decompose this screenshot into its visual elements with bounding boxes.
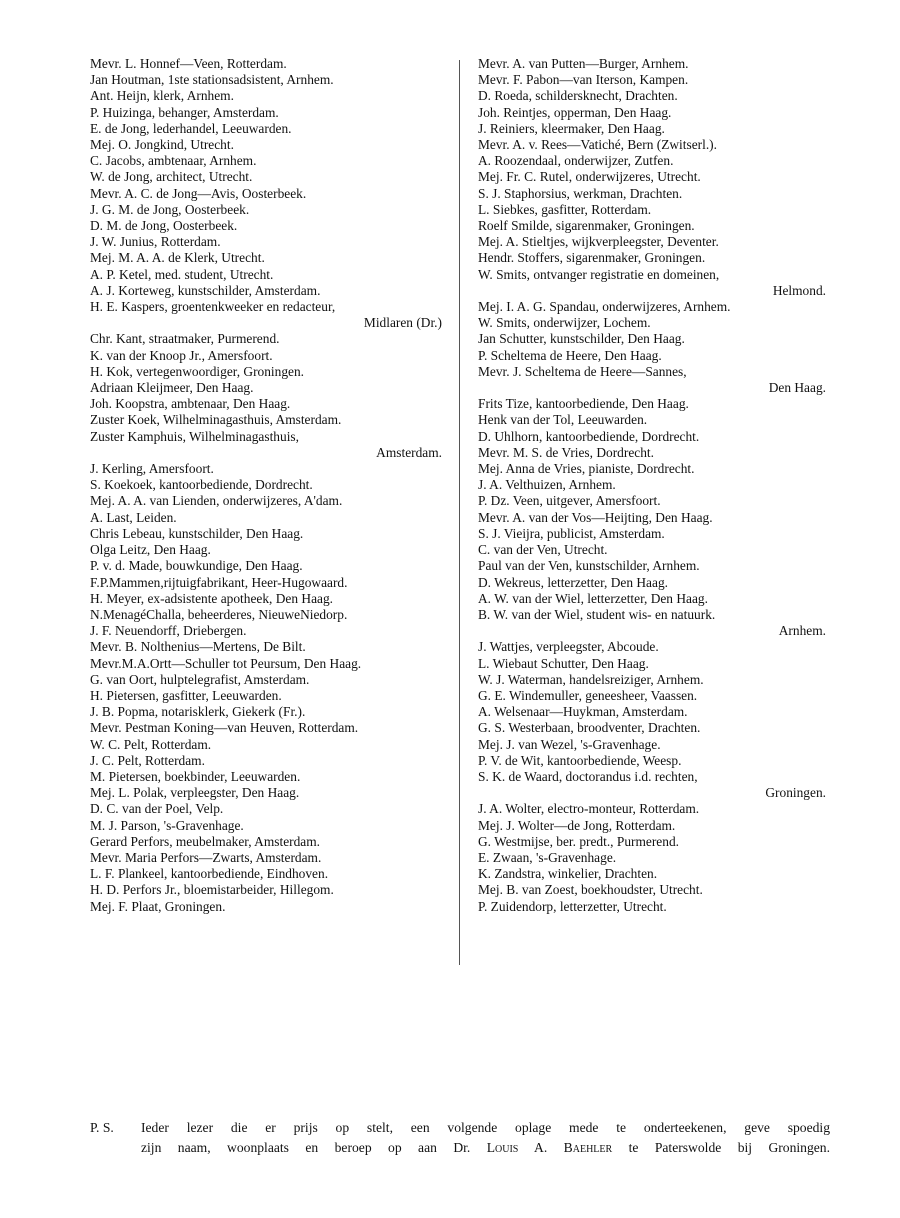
signatory-text: W. Smits, onderwijzer, Lochem. [478, 315, 651, 331]
signatory-entry [478, 558, 826, 574]
signatory-text: Chr. Kant, straatmaker, Purmerend. [90, 331, 280, 347]
postscript-line-1: Ieder lezer die er prijs op stelt, een volgende oplage mede te onderteekenen, geve spoedig [141, 1120, 830, 1135]
signatory-text: B. W. van der Wiel, student wis- en natuurk. [478, 606, 716, 622]
signatory-text: C. van der Ven, Utrecht. [478, 542, 608, 558]
signatory-entry [90, 510, 442, 526]
signatory-text: P. Scheltema de Heere, Den Haag. [478, 347, 662, 363]
signatory-text: Mej. Fr. C. Rutel, onderwijzeres, Utrecht. [478, 169, 701, 185]
signatory-entry [90, 639, 442, 655]
signatory-text: S. J. Vieijra, publicist, Amsterdam. [478, 525, 665, 541]
signatory-entry [478, 575, 826, 591]
signatory-text: G. Westmijse, ber. predt., Purmerend. [478, 833, 679, 849]
signatory-text: J. F. Neuendorff, Driebergen. [90, 623, 247, 639]
signatory-text: Mej. A. Stieltjes, wijkverpleegster, Deventer. [478, 234, 719, 250]
signatory-text: Mej. J. Wolter—de Jong, Rotterdam. [478, 817, 676, 833]
signatory-continuation: Groningen. [765, 785, 826, 801]
signatory-text: Adriaan Kleijmeer, Den Haag. [90, 380, 254, 396]
signatory-entry [478, 656, 826, 672]
signatory-text: D. Wekreus, letterzetter, Den Haag. [478, 574, 668, 590]
signatory-entry [478, 769, 826, 801]
signatory-entry [478, 510, 826, 526]
signatory-entry [90, 882, 442, 898]
signatory-text: D. Roeda, schildersknecht, Drachten. [478, 88, 678, 104]
signatory-entry [478, 72, 826, 88]
signatory-text: L. Wiebaut Schutter, Den Haag. [478, 655, 649, 671]
signatory-entry [90, 88, 442, 104]
signatory-entry [90, 575, 442, 591]
signatory-entry [90, 396, 442, 412]
signatory-text: H. Meyer, ex-adsistente apotheek, Den Haag. [90, 590, 334, 606]
signatory-entry [90, 753, 442, 769]
signatory-text: P. Dz. Veen, uitgever, Amersfoort. [478, 493, 661, 509]
signatory-entry [478, 429, 826, 445]
signatory-text: Gerard Perfors, meubelmaker, Amsterdam. [90, 833, 321, 849]
signatory-entry [478, 899, 826, 915]
signatory-text: Jan Schutter, kunstschilder, Den Haag. [478, 331, 685, 347]
signatory-text: J. C. Pelt, Rotterdam. [90, 752, 205, 768]
signatory-entry [478, 720, 826, 736]
postscript-text [141, 1118, 830, 1158]
signatory-entry [478, 412, 826, 428]
postscript-line-2 [141, 1138, 830, 1158]
signatory-entry [478, 364, 826, 396]
signatory-text: Mej. L. Polak, verpleegster, Den Haag. [90, 785, 300, 801]
signatory-text: Henk van der Tol, Leeuwarden. [478, 412, 648, 428]
signatory-text: Zuster Koek, Wilhelminagasthuis, Amsterdam. [90, 412, 342, 428]
signatory-text: K. van der Knoop Jr., Amersfoort. [90, 347, 273, 363]
signatory-text: Olga Leitz, Den Haag. [90, 542, 211, 558]
signatory-entry [90, 412, 442, 428]
signatory-text: Roelf Smilde, sigarenmaker, Groningen. [478, 218, 695, 234]
signatory-entry [90, 801, 442, 817]
signatory-entry [90, 834, 442, 850]
signatory-entry [478, 169, 826, 185]
signatory-entry [478, 866, 826, 882]
signatory-entry [90, 380, 442, 396]
signatory-text: P. V. de Wit, kantoorbediende, Weesp. [478, 752, 682, 768]
signatory-entry [90, 866, 442, 882]
signatory-text: Chris Lebeau, kunstschilder, Den Haag. [90, 525, 304, 541]
signatory-entry [478, 218, 826, 234]
signatory-entry [478, 461, 826, 477]
signatory-entry [478, 850, 826, 866]
signatory-entry [478, 267, 826, 299]
signatory-text: W. J. Waterman, handelsreiziger, Arnhem. [478, 671, 704, 687]
signatory-entry [90, 461, 442, 477]
signatory-entry [90, 899, 442, 915]
signatory-text: Mevr.M.A.Ortt—Schuller tot Peursum, Den Haag. [90, 655, 362, 671]
signatory-entry [90, 818, 442, 834]
signatory-text: Frits Tize, kantoorbediende, Den Haag. [478, 396, 689, 412]
signatory-entry [90, 526, 442, 542]
signatory-entry [478, 56, 826, 72]
signatory-text: H. Pietersen, gasfitter, Leeuwarden. [90, 687, 282, 703]
signatory-entry [90, 429, 442, 461]
signatory-entry [90, 72, 442, 88]
signatory-continuation: Arnhem. [778, 623, 826, 639]
signatory-entry [478, 153, 826, 169]
signatory-text: Mevr. Pestman Koning—van Heuven, Rotterdam. [90, 720, 359, 736]
signatory-text: J. A. Velthuizen, Arnhem. [478, 477, 616, 493]
signatory-text: J. B. Popma, notarisklerk, Giekerk (Fr.). [90, 704, 306, 720]
signatory-text: W. de Jong, architect, Utrecht. [90, 169, 253, 185]
signatory-entry [478, 202, 826, 218]
signatory-text: E. Zwaan, 's-Gravenhage. [478, 849, 617, 865]
signatory-entry [90, 202, 442, 218]
signatory-entry [90, 542, 442, 558]
signatory-text: P. v. d. Made, bouwkundige, Den Haag. [90, 558, 303, 574]
signatory-text: Paul van der Ven, kunstschilder, Arnhem. [478, 558, 700, 574]
signatory-text: G. S. Westerbaan, broodventer, Drachten. [478, 720, 701, 736]
signatories-right-column [478, 56, 826, 915]
signatory-entry [478, 396, 826, 412]
signatory-text: N.MenagéChalla, beheerderes, NieuweNiedorp. [90, 606, 348, 622]
signatory-text: Mevr. L. Honnef—Veen, Rotterdam. [90, 56, 287, 71]
signatory-text: D. C. van der Poel, Velp. [90, 801, 224, 817]
signatory-entry [90, 218, 442, 234]
signatory-text: H. E. Kaspers, groentenkweeker en redacteur, [90, 299, 336, 315]
signatory-entry [478, 542, 826, 558]
signatory-entry [90, 785, 442, 801]
signatory-text: Mej. B. van Zoest, boekhoudster, Utrecht. [478, 882, 703, 898]
signatory-entry [478, 315, 826, 331]
signatory-entry [478, 477, 826, 493]
signatory-entry [90, 364, 442, 380]
signatory-entry [478, 348, 826, 364]
postscript-label: P. S. [90, 1120, 114, 1135]
signatory-text: Mevr. F. Pabon—van Iterson, Kampen. [478, 72, 689, 88]
signatory-text: Jan Houtman, 1ste stationsadsistent, Arnhem. [90, 72, 334, 88]
signatory-entry [478, 607, 826, 639]
signatory-entry [478, 186, 826, 202]
signatory-text: A. Welsenaar—Huykman, Amsterdam. [478, 704, 688, 720]
signatory-entry [90, 169, 442, 185]
signatory-text: Joh. Reintjes, opperman, Den Haag. [478, 104, 672, 120]
signatory-text: A. P. Ketel, med. student, Utrecht. [90, 266, 274, 282]
signatory-continuation: Amsterdam. [376, 444, 442, 460]
signatory-text: W. Smits, ontvanger registratie en domeinen, [478, 266, 720, 282]
signatory-text: J. W. Junius, Rotterdam. [90, 234, 221, 250]
signatory-entry [478, 591, 826, 607]
signatory-text: A. Last, Leiden. [90, 509, 177, 525]
signatory-text: A. Roozendaal, onderwijzer, Zutfen. [478, 153, 674, 169]
signatory-text: W. C. Pelt, Rotterdam. [90, 736, 212, 752]
signatory-text: J. A. Wolter, electro-monteur, Rotterdam. [478, 801, 700, 817]
signatory-text: Mevr. A. C. de Jong—Avis, Oosterbeek. [90, 185, 307, 201]
signatory-text: J. Reiniers, kleermaker, Den Haag. [478, 120, 665, 136]
signatory-entry [90, 477, 442, 493]
signatory-text: Mevr. M. S. de Vries, Dordrecht. [478, 444, 654, 460]
signatory-text: S. J. Staphorsius, werkman, Drachten. [478, 185, 683, 201]
signatory-entry [90, 299, 442, 331]
signatory-entry [90, 769, 442, 785]
signatory-entry [90, 672, 442, 688]
signatory-entry [478, 639, 826, 655]
signatory-entry [90, 105, 442, 121]
signatory-entry [90, 607, 442, 623]
signatory-text: A. W. van der Wiel, letterzetter, Den Haag. [478, 590, 708, 606]
signatory-entry [478, 737, 826, 753]
signatory-entry [90, 153, 442, 169]
signatory-entry [478, 704, 826, 720]
signatory-text: Mej. F. Plaat, Groningen. [90, 898, 226, 914]
signatory-entry [90, 850, 442, 866]
signatory-entry [90, 656, 442, 672]
signatories-left-column [90, 56, 442, 915]
signatory-entry [478, 493, 826, 509]
signatory-text: Mej. O. Jongkind, Utrecht. [90, 137, 234, 153]
column-divider [459, 60, 460, 965]
signatory-text: Joh. Koopstra, ambtenaar, Den Haag. [90, 396, 291, 412]
postscript-person-name: Louis A. Baehler [486, 1140, 613, 1155]
signatory-entry [90, 121, 442, 137]
signatory-text: E. de Jong, lederhandel, Leeuwarden. [90, 120, 292, 136]
signatory-text: M. J. Parson, 's-Gravenhage. [90, 817, 244, 833]
signatory-entry [478, 331, 826, 347]
signatory-entry [90, 234, 442, 250]
signatory-entry [90, 267, 442, 283]
signatory-entry [90, 623, 442, 639]
signatory-entry [478, 105, 826, 121]
signatory-entry [478, 526, 826, 542]
signatory-text: K. Zandstra, winkelier, Drachten. [478, 866, 658, 882]
signatory-entry [90, 591, 442, 607]
signatory-entry [478, 121, 826, 137]
signatory-entry [90, 720, 442, 736]
signatory-text: H. D. Perfors Jr., bloemistarbeider, Hillegom. [90, 882, 334, 898]
signatory-entry [478, 801, 826, 817]
signatory-entry [478, 299, 826, 315]
signatory-text: M. Pietersen, boekbinder, Leeuwarden. [90, 768, 301, 784]
signatory-text: C. Jacobs, ambtenaar, Arnhem. [90, 153, 257, 169]
postscript-line-2-start: zijn naam, woonplaats en beroep op aan Dr. [141, 1140, 471, 1155]
signatory-text: Mevr. A. van Putten—Burger, Arnhem. [478, 56, 689, 71]
signatory-text: P. Huizinga, behanger, Amsterdam. [90, 104, 279, 120]
signatory-entry [478, 834, 826, 850]
signatory-entry [90, 56, 442, 72]
signatory-entry [478, 88, 826, 104]
postscript-line-2-end: te Paterswolde bij Groningen. [628, 1140, 830, 1155]
signatory-entry [90, 186, 442, 202]
signatory-entry [90, 558, 442, 574]
signatory-text: Mevr. J. Scheltema de Heere—Sannes, [478, 363, 687, 379]
signatory-entry [478, 882, 826, 898]
signatory-text: Zuster Kamphuis, Wilhelminagasthuis, [90, 428, 299, 444]
signatory-text: Mej. M. A. A. de Klerk, Utrecht. [90, 250, 265, 266]
signatory-entry [478, 250, 826, 266]
signatory-text: G. van Oort, hulptelegrafist, Amsterdam. [90, 671, 310, 687]
signatory-entry [478, 672, 826, 688]
signatory-text: G. E. Windemuller, geneesheer, Vaassen. [478, 687, 698, 703]
signatory-text: Ant. Heijn, klerk, Arnhem. [90, 88, 234, 104]
signatory-text: H. Kok, vertegenwoordiger, Groningen. [90, 363, 305, 379]
signatory-text: S. Koekoek, kantoorbediende, Dordrecht. [90, 477, 313, 493]
signatory-text: Mevr. Maria Perfors—Zwarts, Amsterdam. [90, 849, 322, 865]
signatory-entry [90, 688, 442, 704]
signatory-text: Mej. I. A. G. Spandau, onderwijzeres, Arnhem. [478, 299, 731, 315]
signatory-text: F.P.Mammen,rijtuigfabrikant, Heer-Hugowaard. [90, 574, 348, 590]
signatory-entry [90, 493, 442, 509]
signatory-text: J. G. M. de Jong, Oosterbeek. [90, 201, 250, 217]
signatory-text: A. J. Korteweg, kunstschilder, Amsterdam. [90, 282, 321, 298]
signatory-entry [90, 737, 442, 753]
signatory-continuation: Helmond. [772, 282, 826, 298]
signatory-entry [90, 250, 442, 266]
signatory-text: Mevr. B. Nolthenius—Mertens, De Bilt. [90, 639, 306, 655]
signatory-entry [90, 348, 442, 364]
signatory-continuation: Midlaren (Dr.) [363, 315, 442, 331]
signatory-text: D. Uhlhorn, kantoorbediende, Dordrecht. [478, 428, 700, 444]
signatory-continuation: Den Haag. [768, 380, 826, 396]
signatory-text: Mej. Anna de Vries, pianiste, Dordrecht. [478, 461, 695, 477]
signatory-entry [478, 445, 826, 461]
signatory-entry [478, 688, 826, 704]
signatory-text: Hendr. Stoffers, sigarenmaker, Groningen. [478, 250, 706, 266]
signatory-text: L. Siebkes, gasfitter, Rotterdam. [478, 201, 652, 217]
signatory-text: Mej. A. A. van Lienden, onderwijzeres, A'dam. [90, 493, 343, 509]
signatory-entry [478, 818, 826, 834]
signatory-text: Mevr. A. van der Vos—Heijting, Den Haag. [478, 509, 713, 525]
signatory-text: D. M. de Jong, Oosterbeek. [90, 218, 238, 234]
signatory-entry [90, 704, 442, 720]
signatory-entry [90, 283, 442, 299]
signatory-text: Mevr. A. v. Rees—Vatiché, Bern (Zwitserl.). [478, 137, 717, 153]
signatory-text: S. K. de Waard, doctorandus i.d. rechten, [478, 768, 698, 784]
signatory-text: P. Zuidendorp, letterzetter, Utrecht. [478, 898, 667, 914]
signatory-entry [90, 331, 442, 347]
signatory-text: J. Kerling, Amersfoort. [90, 461, 214, 477]
signatory-entry [478, 137, 826, 153]
signatory-entry [478, 234, 826, 250]
signatory-text: L. F. Plankeel, kantoorbediende, Eindhoven. [90, 866, 329, 882]
signatory-entry [478, 753, 826, 769]
signatory-text: Mej. J. van Wezel, 's-Gravenhage. [478, 736, 661, 752]
signatory-entry [90, 137, 442, 153]
signatory-text: J. Wattjes, verpleegster, Abcoude. [478, 639, 659, 655]
